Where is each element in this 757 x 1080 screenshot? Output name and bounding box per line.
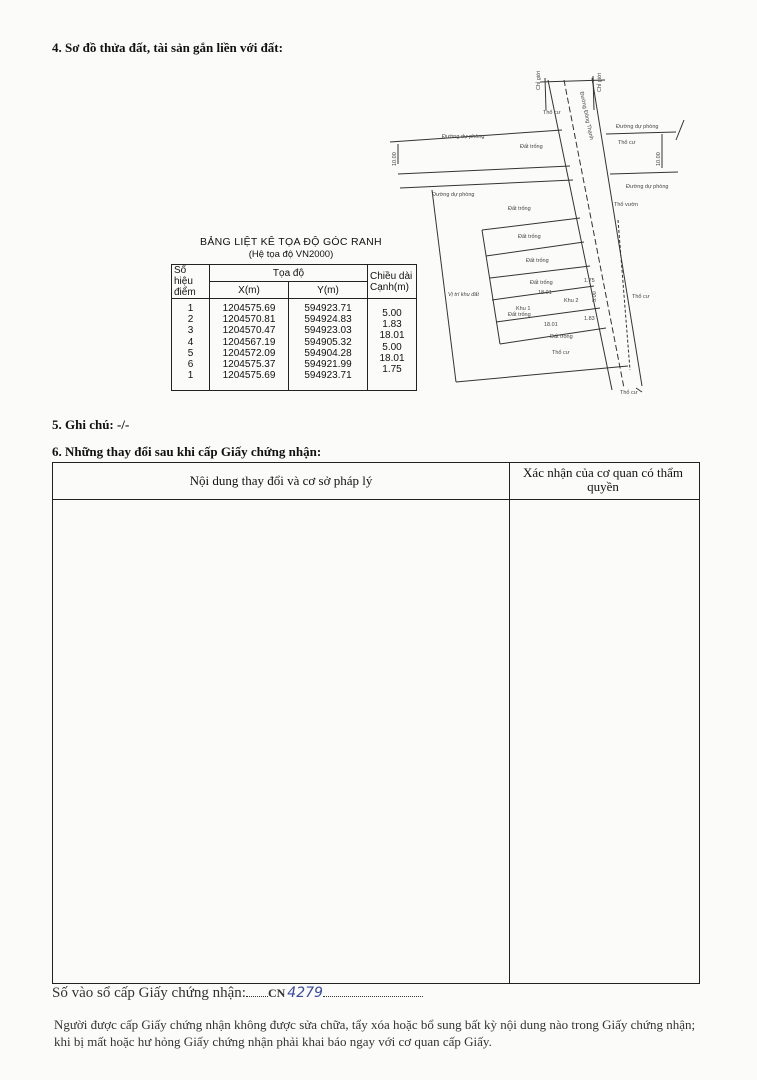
- coord-x-value: 1204575.69: [222, 303, 276, 314]
- length-value: 1.75: [382, 364, 402, 376]
- coord-point-value: 3: [187, 325, 194, 337]
- map-label: Thổ cư: [618, 140, 636, 146]
- changes-col1-header: Nội dung thay đổi và cơ sở pháp lý: [189, 473, 373, 488]
- map-label: 5.00: [592, 291, 598, 302]
- col-point-values: [172, 299, 210, 391]
- length-value: 18.01: [379, 330, 405, 342]
- col-header-x: X(m): [210, 282, 289, 299]
- map-label: 18.01: [544, 322, 558, 328]
- section-4-title: 4. Sơ đồ thửa đất, tài sản gắn liền với đất:: [52, 40, 283, 55]
- registry-label: Số vào sổ cấp Giấy chứng nhận:: [52, 985, 246, 1001]
- map-label: Đất trống: [526, 258, 549, 264]
- registry-line: [52, 985, 423, 1002]
- map-label: Thổ cư: [552, 350, 570, 356]
- map-label: Đường dự phòng: [616, 124, 659, 130]
- map-label: Khu 1: [516, 306, 531, 312]
- coord-y-value: 594904.28: [304, 347, 352, 359]
- coord-point-value: 1: [187, 303, 194, 314]
- coord-table-subtitle: (Hệ tọa độ VN2000): [248, 249, 334, 260]
- registry-prefix: CN: [267, 986, 286, 1000]
- changes-col2-header: Xác nhận của cơ quan có thẩm quyền: [523, 465, 683, 494]
- map-label: Đường dự phòng: [442, 134, 485, 140]
- coord-point-value: 5: [187, 347, 194, 359]
- map-label: Đất trống: [530, 280, 553, 286]
- map-label: Vị trí khu đất: [448, 292, 479, 298]
- coord-y-value: 594923.03: [304, 325, 352, 337]
- coord-x-value: 1204575.37: [222, 359, 276, 371]
- map-label: Thổ cư: [543, 110, 561, 116]
- coord-y-value: 594923.71: [304, 370, 352, 382]
- length-value: 5.00: [382, 341, 402, 353]
- coord-table-title: BẢNG LIỆT KÊ TỌA ĐỘ GÓC RANH: [200, 236, 382, 248]
- coord-point-value: 1: [187, 370, 194, 382]
- map-label: Thổ cư: [632, 294, 650, 300]
- col-header-coords: Tọa độ: [210, 265, 368, 282]
- registry-number: 4279: [287, 985, 323, 1001]
- map-label: Chỉ giới: [536, 71, 542, 90]
- col-header-point: Số hiệu điểm: [172, 265, 210, 299]
- map-label: 1.75: [584, 278, 595, 284]
- map-label: Đường dự phòng: [626, 184, 669, 190]
- map-label: Đất trống: [520, 144, 543, 150]
- map-label: Thổ cư: [620, 390, 638, 396]
- coord-point-value: 4: [187, 336, 194, 348]
- map-label: 1.83: [584, 316, 595, 322]
- length-value: 1.83: [382, 319, 402, 331]
- coord-y-value: 594921.99: [304, 359, 352, 371]
- coord-x-value: 1204570.81: [222, 314, 276, 326]
- road-centerline: [564, 80, 624, 388]
- map-label: Đất trống: [508, 312, 531, 318]
- coord-table: [171, 264, 417, 391]
- coord-x-value: 1204572.09: [222, 347, 276, 359]
- col-x-values: [210, 299, 289, 391]
- map-label: Đường dự phòng: [432, 192, 475, 198]
- map-label: 10.00: [656, 152, 662, 166]
- section-5-title: 5. Ghi chú: -/-: [52, 417, 130, 432]
- map-label: Chỉ giới: [597, 73, 603, 92]
- coord-point-value: 6: [187, 359, 194, 371]
- map-label: Thổ vườn: [614, 202, 639, 208]
- coord-y-value: 594905.32: [304, 336, 352, 348]
- col-header-length: Chiều dài Cạnh(m): [368, 265, 417, 299]
- map-label: Đất trống: [518, 234, 541, 240]
- changes-table: [52, 462, 700, 984]
- length-value: 18.01: [379, 352, 405, 364]
- map-label: 10.00: [392, 152, 398, 166]
- coord-x-value: 1204570.47: [222, 325, 276, 337]
- coord-x-value: 1204567.19: [222, 336, 276, 348]
- parcel-map: [380, 70, 700, 400]
- map-label: Khu 2: [564, 298, 579, 304]
- footer-notice: Người được cấp Giấy chứng nhận không được sửa chữa, tẩy xóa hoặc bổ sung bất kỳ nội dung nào trong Giấy chứng nhận; khi bị mất hoặc hư hỏng Giấy chứng nhận phải khai báo ngay với cơ quan cấp Giấy.: [54, 1017, 696, 1049]
- coord-y-value: 594923.71: [304, 303, 352, 314]
- road-edge-left: [548, 80, 612, 390]
- coord-point-value: 2: [187, 314, 194, 326]
- map-label: Đường Đông Thạnh: [578, 91, 595, 141]
- section-6-title: 6. Những thay đổi sau khi cấp Giấy chứng nhận:: [52, 444, 322, 459]
- col-length-values: [368, 299, 417, 391]
- map-label: Đất trống: [508, 206, 531, 212]
- length-value: 5.00: [382, 308, 402, 319]
- map-label: 18.01: [538, 290, 552, 296]
- coord-y-value: 594924.83: [304, 314, 352, 326]
- col-y-values: [289, 299, 368, 391]
- coord-x-value: 1204575.69: [222, 370, 276, 382]
- col-header-y: Y(m): [289, 282, 368, 299]
- map-label: Đất trống: [550, 334, 573, 340]
